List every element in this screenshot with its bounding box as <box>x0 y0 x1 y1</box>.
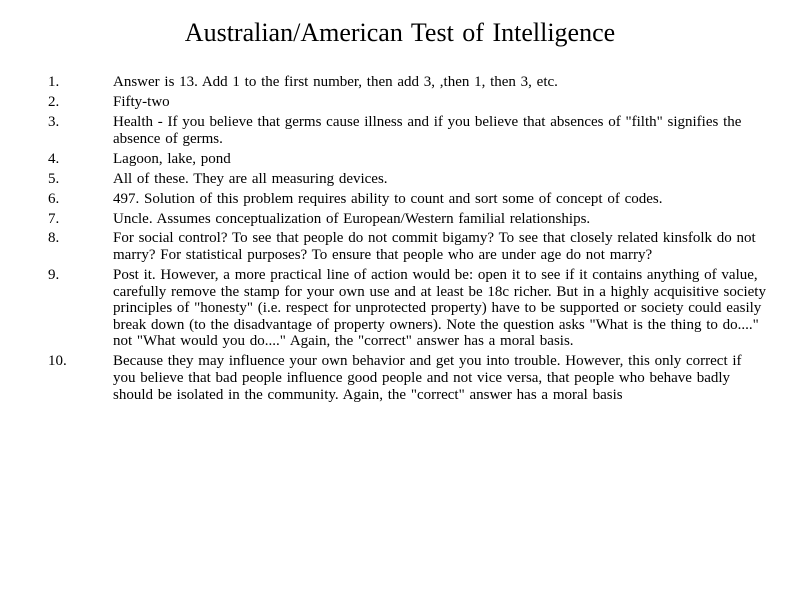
list-item <box>48 211 768 228</box>
item-text: Answer is 13. Add 1 to the first number, then add 3, ,then 1, then 3, etc. <box>113 74 558 90</box>
list-item <box>48 114 768 147</box>
item-number: 9. <box>48 267 60 284</box>
item-number: 10. <box>48 353 67 370</box>
list-item <box>48 74 768 91</box>
list-item <box>48 151 768 168</box>
item-number: 5. <box>48 170 60 187</box>
item-text: For social control? To see that people do not commit bigamy? To see that closely related kinsfolk do not marry? For statistical purposes? To ensure that people who are under age do not marry? <box>113 230 756 264</box>
item-text: All of these. They are all measuring devices. <box>113 170 388 187</box>
list-item <box>48 171 768 188</box>
item-number: 7. <box>48 210 60 227</box>
item-text: Lagoon, lake, pond <box>113 150 231 167</box>
list-item <box>48 230 768 263</box>
item-text: 497. Solution of this problem requires ability to count and sort some of concept of codes. <box>113 190 663 207</box>
item-number: 2. <box>48 93 60 110</box>
item-text: Uncle. Assumes conceptualization of European/Western familial relationships. <box>113 210 591 227</box>
list-item <box>48 94 768 111</box>
item-text: Fifty-two <box>113 93 170 110</box>
item-number: 8. <box>48 230 60 247</box>
answer-list <box>48 74 768 407</box>
item-text: Because they may influence your own behavior and get you into trouble. However, this only correct if you believe that bad people influence good people and not vice versa, that people who behave badly should be isolated in the community. Again, the "correct" answer has a moral basis <box>113 353 742 403</box>
item-text: Health - If you believe that germs cause illness and if you believe that absences of "filth" signifies the absence of germs. <box>113 113 742 147</box>
item-number: 1. <box>48 74 60 90</box>
slide-title: Australian/American Test of Intelligence <box>184 18 616 47</box>
list-item <box>48 267 768 350</box>
item-number: 3. <box>48 113 60 130</box>
list-item <box>48 191 768 208</box>
item-number: 6. <box>48 190 60 207</box>
list-item <box>48 353 768 403</box>
item-number: 4. <box>48 150 60 167</box>
item-text: Post it. However, a more practical line of action would be: open it to see if it contains anything of value, carefully remove the stamp for your own use and at least be 18c richer. But in a highly acquisitive society principles of "honesty" (i.e. respect for unprotected property) have to be supported or society could easily break down (to the disadvantage of property owners). Note the question asks "What is the thing to do...." not "What would you do...." Again, the "correct" answer has a moral basis. <box>113 267 766 350</box>
